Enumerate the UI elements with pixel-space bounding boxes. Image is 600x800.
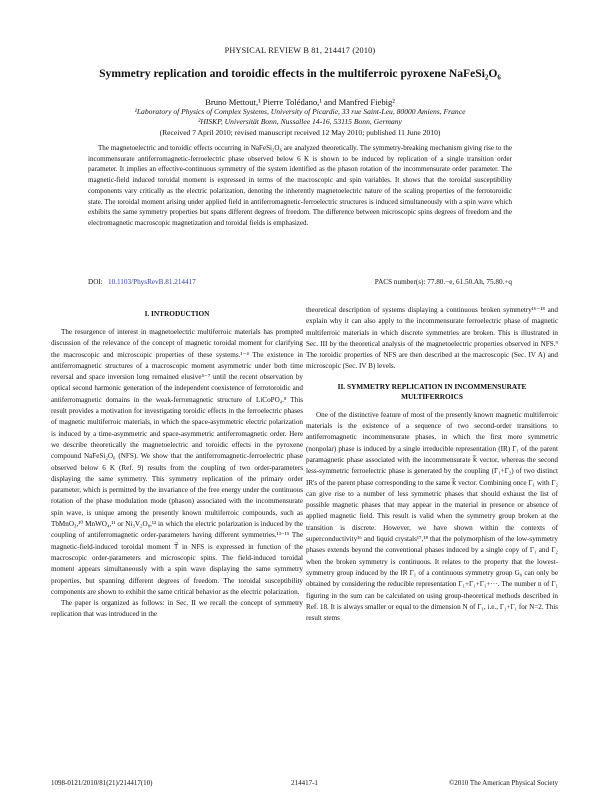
doi-link[interactable]: 10.1103/PhysRevB.81.214417 bbox=[108, 278, 196, 286]
abstract: The magnetoelectric and toroidic effects occurring in NaFeSi₂O₆ are analyzed theoretically. The symmetry-breaking mechanism giving rise to the incommensurate antiferromagnetic-ferroelectric phase observed below 6 K is shown to be induced by replication of a single transition order parameter. It implies an effective-continuous symmetry of the system identified as the phason rotation of the incommensurate order parameter. The magnetic-field induced toroidal moment is expressed in terms of the macroscopic and spin variables. It shows that the toroidal susceptibility components vary critically as the electric polarization, denoting the inherently magnetoelectric nature of the scaling properties of the ferrotoroidic state. The toroidal moment arising under applied field in antiferromagnetic-ferroelectric structures is induced simultaneously with a spin wave which exhibits the same symmetry properties but spans different degrees of freedom. The difference between microscopic spins degrees of freedom and the electromagnetic macroscopic magnetization and toroidal fields is emphasized. bbox=[88, 144, 512, 227]
intro-paragraph-2: The paper is organized as follows: in Sec. II we recall the concept of symmetry replication that was introduced in the bbox=[51, 599, 303, 619]
paper-title: Symmetry replication and toroidic effects in the multiferroic pyroxene NaFeSi₂O₆ bbox=[99, 67, 501, 80]
pacs-numbers: PACS number(s): 77.80.−e, 61.50.Ah, 75.80.+q bbox=[374, 278, 512, 286]
section-heading-symmetry: II. SYMMETRY REPLICATION IN INCOMMENSURATE MULTIFERROICS bbox=[337, 381, 527, 401]
intro-paragraph-3: theoretical description of systems displaying a continuous broken symmetry¹⁶⁻¹⁸ and explain why it can also apply to the incommensurate ferroelectric phase of magnetic multiferroic materials in which discrete symmetries are broken. This is illustrated in Sec. III by the theoretical analysis of the magnetoelectric properties observed in NFS.⁹ The toroidic properties of NFS are then described at the macroscopic (Sec. IV A) and microscopic (Sec. IV B) levels. bbox=[306, 306, 558, 371]
symmetry-paragraph-1: One of the distinctive feature of most of the presently known magnetic multiferroic materials is the existence of a sequence of two second-order transitions to antiferromagnetic incommensurate phases, in which the first more symmetric (nonpolar) phase is induced by a single irreducible representation (IR) Γ₁ of the parent paramagnetic phase associated with the incommensurate k⃗ vector, whereas the second less-symmetric ferroelectric phase is generated by the coupling (Γ₁+Γ₂) of two distinct IR's of the parent phase corresponding to the same k⃗ vector. Combining once Γ₁ with Γ₂ can give rise to a number of less symmetric phases that should exhaust the list of possible magnetic phases that may appear in the material in presence or absence of applied magnetic field. This result is valid when the symmetry group broken at the transition is discrete. However, we have shown within the contexts of superconductivity¹⁶ and liquid crystals¹⁷,¹⁸ that the polymorphism of the low-symmetry phases extends beyond the conventional phases induced by a single copy of Γ₁ and Γ₂ when the broken symmetry is continuous. It relates to the property that the lowest-symmetry group induced by the IR Γ₁ of a continuous symmetry group G₀ can only be obtained by considering the reducible representation Γ₁+Γ₁+Γ₁+···. The number n of Γ₁ figuring in the sum can be calculated on using group-theoretical methods described in Ref. 18. It is always smaller or equal to the dimension N of Γ₁, i.e., Γ₁+Γ₁ for N=2. This result stems bbox=[306, 410, 558, 623]
author-list: Bruno Mettout,¹ Pierre Tolédano,¹ and Manfred Fiebig² bbox=[205, 97, 395, 107]
affiliation-1: ¹Laboratory of Physics of Complex Systems, University of Picardie, 33 rue Saint-Leu, 80000 Amiens, France bbox=[134, 107, 466, 116]
received-dates: (Received 7 April 2010; revised manuscript received 12 May 2010; published 11 June 2010) bbox=[159, 128, 441, 137]
affiliation-2: ²HISKP, Universität Bonn, Nussallee 14-16, 53115 Bonn, Germany bbox=[198, 117, 402, 126]
section-heading-introduction: I. INTRODUCTION bbox=[144, 309, 210, 318]
running-head: PHYSICAL REVIEW B 81, 214417 (2010) bbox=[224, 46, 376, 55]
footer-issn: 1098-0121/2010/81(21)/214417(10) bbox=[51, 779, 153, 787]
doi-label: DOI: bbox=[88, 278, 103, 286]
intro-paragraph-1: The resurgence of interest in magnetoelectric multiferroic materials has prompted discussion of the relevance of the concept of magnetic toroidal moment for clarifying the macroscopic and microscopic properties of these systems.¹⁻⁴ The existence in antiferromagnetic structures of a macroscopic moment asymmetric under both time reversal and space inversion long remained elusive⁵⁻⁷ until the recent observation by optical second harmonic generation of the independent coexistence of ferrotoroidic and antiferromagnetic domains in the weak-ferromagnetic structure of LiCoPO₄.⁸ This result provides a motivation for investigating toroidic effects in the ferroelectric phases of magnetic multiferroic materials, in which the space-asymmetric electric polarization is induced by a time-asymmetric and space-asymmetric antiferromagnetic order. Here we describe theoretically the magnetoelectric and toroidic effects in the pyroxene compound NaFeSi₂O₆ (NFS). We show that the antiferromagnetic-ferroelectric phase observed below 6 K (Ref. 9) results from the coupling of two order-parameters displaying the same symmetry. This symmetry replication of the primary order parameter, which is permitted by the invariance of the free energy under the continuous rotation of the phase modulation mode (phason) associated with the incommensurate spin wave, is unique among the presently known multiferroic compounds, such as TbMnO₃,¹⁰ MnWO₄,¹¹ or Ni₃V₂O₈,¹² in which the electric polarization is induced by the coupling of antiferromagnetic order-parameters having different symmetries.¹³⁻¹⁵ The magnetic-field-induced toroidal moment T⃗ in NFS is expressed in function of the macroscopic order-parameters and microscopic spins. The field-induced toroidal moment appears simultaneously with a spin wave displaying the same symmetry properties, but spanning different degrees of freedom. The toroidal susceptibility components are shown to exhibit the same critical behavior as the electric polarization. bbox=[51, 328, 303, 596]
left-column bbox=[51, 305, 303, 745]
footer-copyright: ©2010 The American Physical Society bbox=[448, 779, 558, 787]
footer-page-number: 214417-1 bbox=[291, 779, 318, 787]
right-column bbox=[306, 305, 558, 745]
